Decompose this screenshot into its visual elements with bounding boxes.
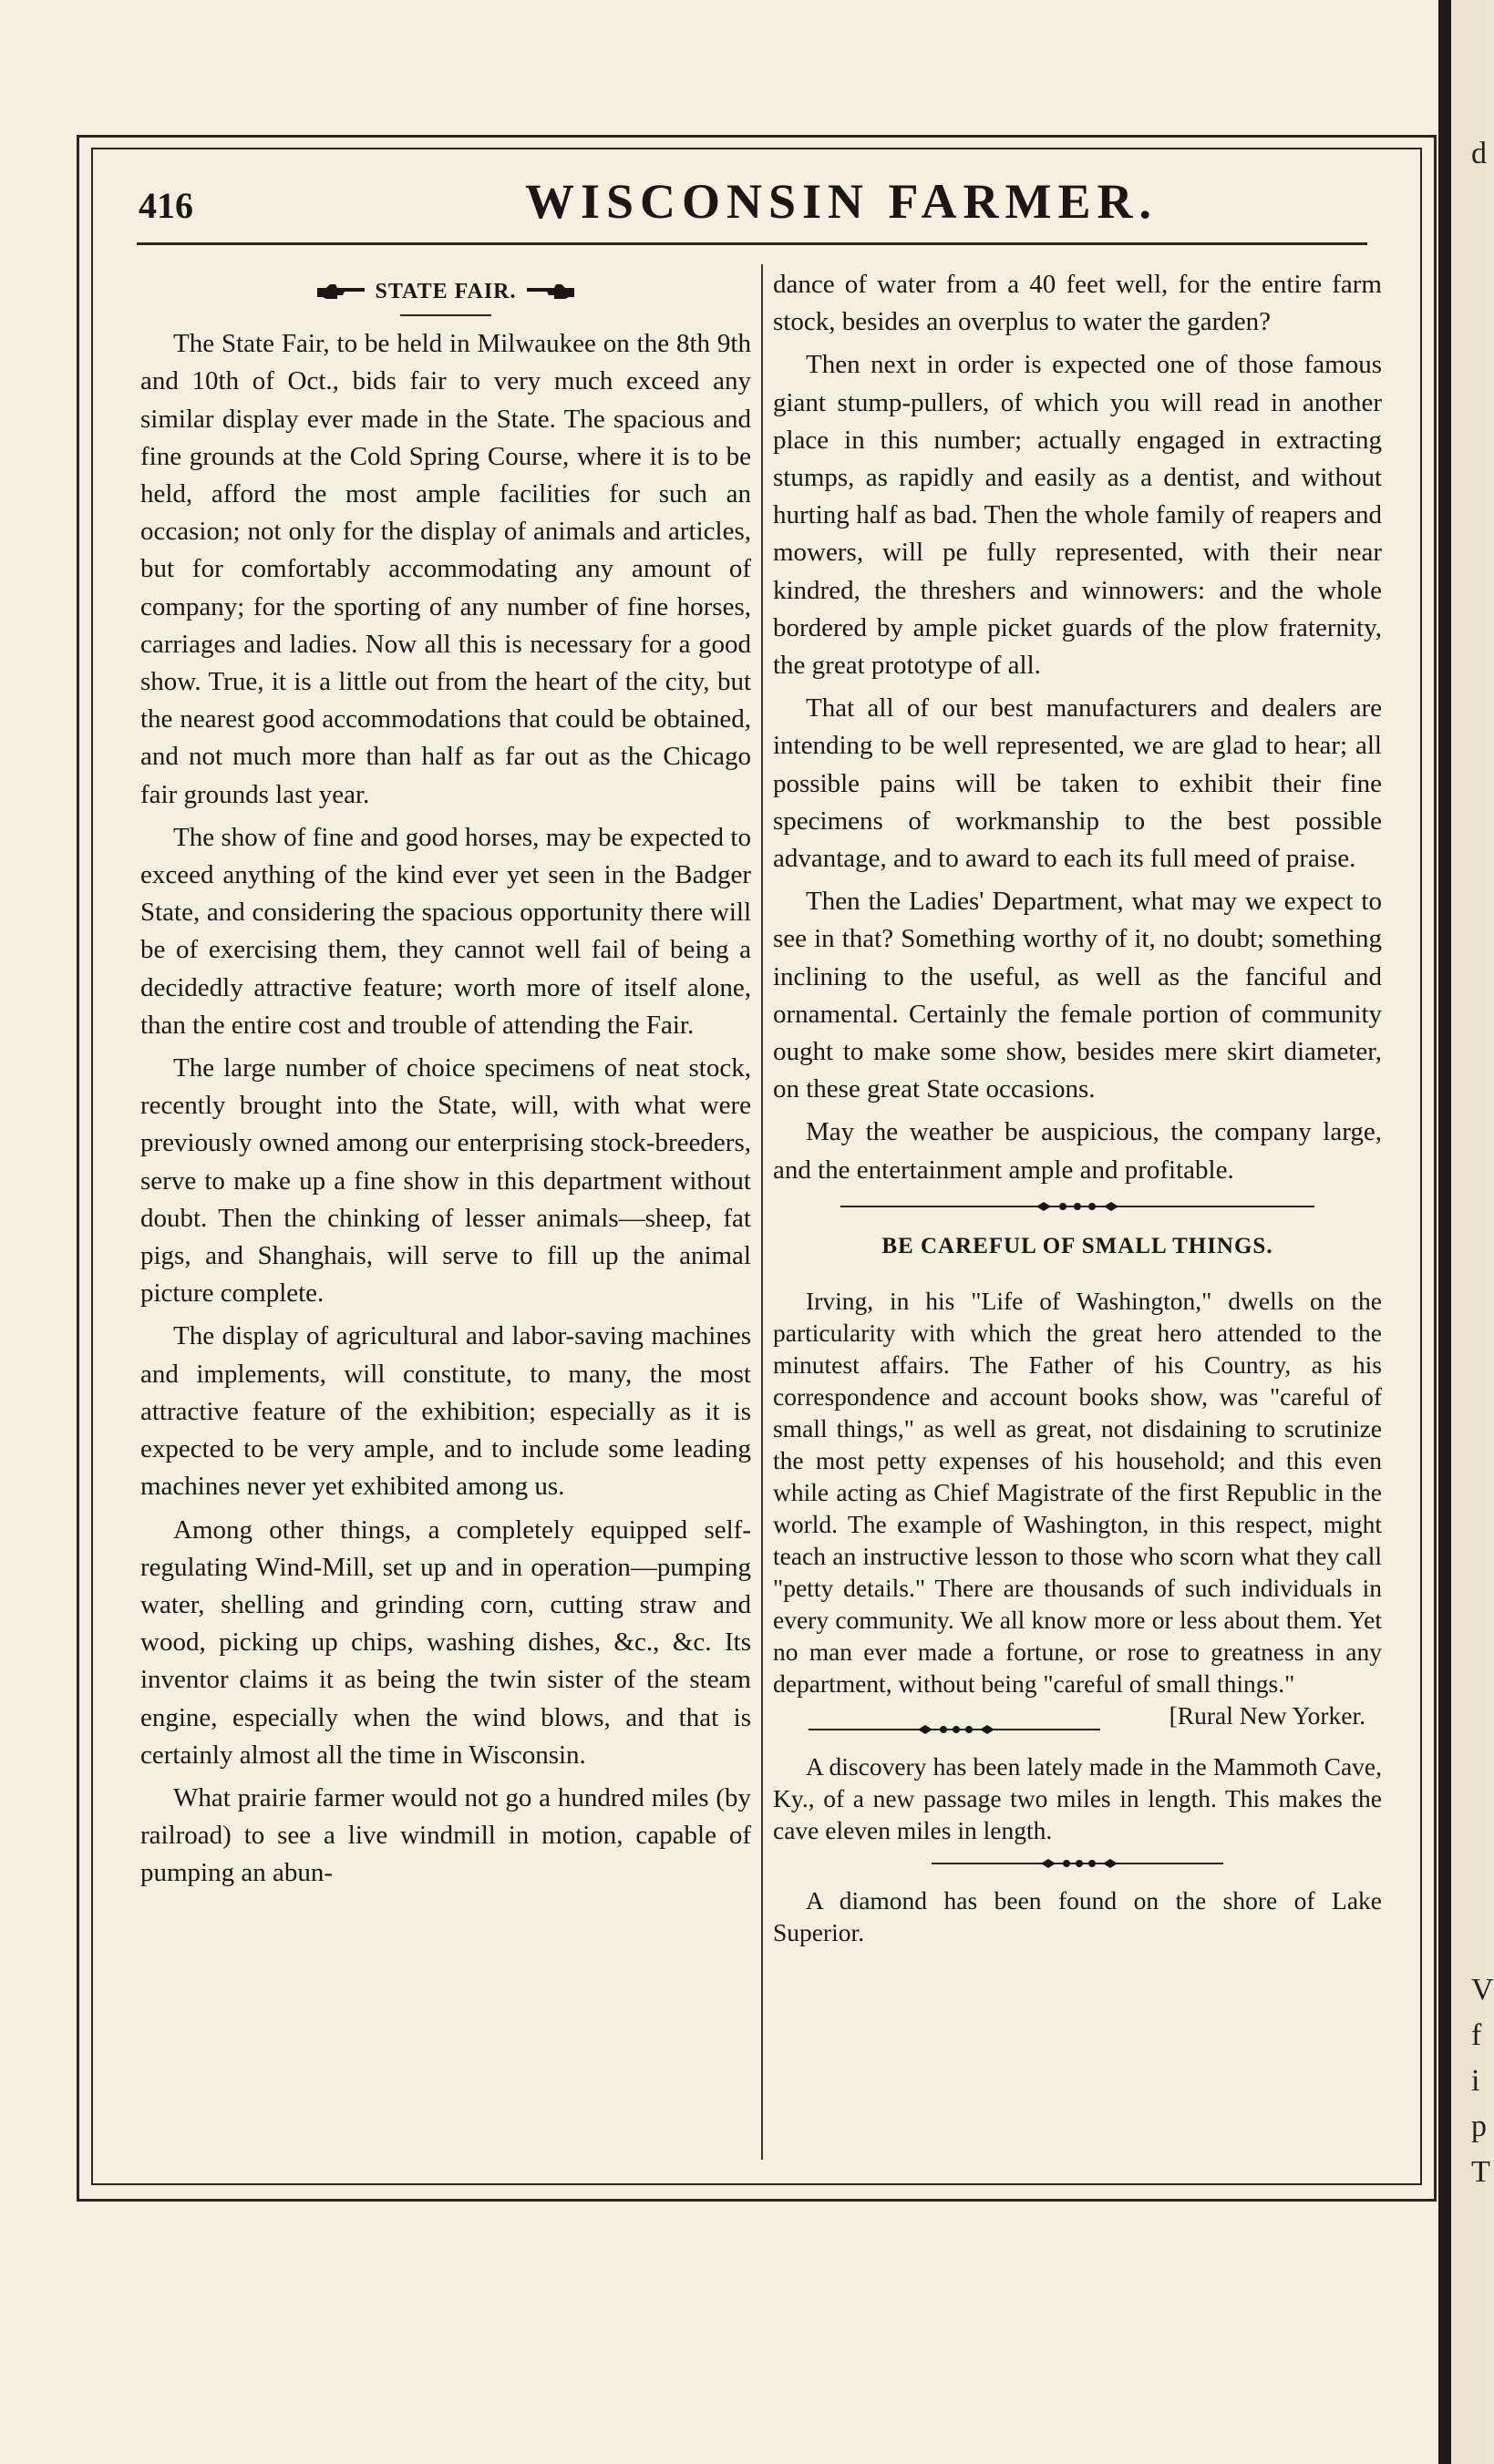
article-paragraph: dance of water from a 40 feet well, for the entire farm stock, besides an overplus to water the garden?: [773, 270, 1382, 337]
section-separator-ornament: [840, 1200, 1314, 1213]
edge-text-fragment: T: [1471, 2155, 1490, 2189]
article-paragraph: The large number of choice specimens of neat stock, recently brought into the State, will, with what were previously owned among our enterprising stock-breeders, serve to make up a fine show in this department without doubt. Then the chinking of lesser animals—sheep, fat pigs, and Shanghais, will serve to fill up the animal picture complete.: [140, 1053, 751, 1309]
edge-text-fragment: d: [1471, 137, 1487, 170]
running-head: [135, 173, 1375, 241]
article-paragraph: What prairie farmer would not go a hundred miles (by railroad) to see a live windmill in motion, capable of pumping an abun-: [140, 1782, 751, 1888]
left-column: [140, 266, 751, 1898]
article-paragraph: The show of fine and good horses, may be expected to exceed anything of the kind ever yet seen in the Badger State, and considering the spacious opportunity there will be of exercising them, they cannot well fail of being a decidedly attractive feature; worth more of itself alone, than the entire cost and trouble of attending the Fair.: [140, 822, 751, 1040]
state-fair-heading: [140, 273, 751, 316]
article-paragraph: That all of our best manufacturers and dealers are intending to be well represented, we are glad to hear; all possible pains will be taken to exhibit their fine specimens of workmanship to the best possible advantage, and to award to each its full meed of praise.: [773, 693, 1382, 874]
article-paragraph: The State Fair, to be held in Milwaukee on the 8th 9th and 10th of Oct., bids fair to very much exceed any similar display ever made in the State. The spacious and fine grounds at the Cold Spring Course, where it is to be held, afford the most ample facilities for such an occasion; not only for the display of animals and articles, but for comfortably accommodating any amount of company; for the sporting of any number of fine horses, carriages and ladies. Now all this is necessary for a good show. True, it is a little out from the heart of the city, but the nearest good accommodations that could be obtained, and not much more than half as far out as the Chicago fair grounds last year.: [140, 329, 751, 809]
section-separator-ornament: [932, 1857, 1223, 1870]
heading-underline: [400, 314, 491, 316]
article-paragraph: [773, 1285, 1382, 1730]
adjacent-page-edge: [1451, 0, 1494, 2464]
binding-gutter: [1438, 0, 1451, 2464]
edge-text-fragment: V: [1471, 1973, 1494, 2007]
mammoth-cave-item: [773, 1750, 1382, 1846]
article-text: Irving, in his "Life of Washington," dwells on the particularity with which the great hero attended to the minutest affairs. The Father of his Country, as his correspondence and account books show, was "careful of small things," as well as great, not disdaining to scrutinize the most petty expenses of his household; and this even while acting as Chief Magistrate of the first Republic in the world. The example of Washington, in this respect, might teach an instructive lesson to those who scorn what they call "petty details." There are thousands of such individuals in every community. We all know more or less about them. Yet no man ever made a fortune, or rose to greatness in any department, without being "careful of small things.": [773, 1287, 1382, 1699]
article-paragraph: May the weather be auspicious, the company large, and the entertainment ample and profitable.: [773, 1117, 1382, 1185]
article-paragraph: Then the Ladies' Department, what may we expect to see in that? Something worthy of it, no doubt; something inclining to the useful, as well as the fanciful and ornamental. Certainly the female portion of community ought to make some show, besides mere skirt diameter, on these great State occasions.: [773, 887, 1382, 1104]
article-paragraph: The display of agricultural and labor-saving machines and implements, will constitute, to many, the most attractive feature of the exhibition; especially as it is expected to be very ample, and to include some leading machines never yet exhibited among us.: [140, 1321, 751, 1502]
edge-text-fragment: i: [1471, 2064, 1480, 2098]
page-number: 416: [139, 185, 193, 226]
article-paragraph: A diamond has been found on the shore of Lake Superior.: [773, 1886, 1382, 1947]
edge-text-fragment: f: [1471, 2018, 1482, 2052]
pointing-hand-left-icon: [523, 282, 576, 303]
section-separator-ornament: [809, 1723, 1100, 1736]
edge-text-fragment: p: [1471, 2110, 1487, 2143]
column-divider: [761, 264, 763, 2160]
diamond-item: [773, 1884, 1382, 1948]
header-rule: [137, 242, 1367, 245]
state-fair-heading-text: STATE FAIR.: [375, 280, 517, 303]
pointing-hand-right-icon: [315, 282, 368, 303]
source-attribution: [Rural New Yorker.: [1169, 1701, 1365, 1730]
careful-small-things-heading: BE CAREFUL OF SMALL THINGS.: [881, 1233, 1273, 1258]
article-paragraph: A discovery has been lately made in the Mammoth Cave, Ky., of a new passage two miles in length. This makes the cave eleven miles in length.: [773, 1752, 1382, 1845]
right-column: [773, 266, 1382, 1952]
article-paragraph: Among other things, a completely equipped self-regulating Wind-Mill, set up and in operation—pumping water, shelling and grinding corn, cutting straw and wood, picking up chips, washing dishes, &c., &c. Its inventor claims it as being the twin sister of the steam engine, especially when the wind blows, and that is certainly almost all the time in Wisconsin.: [140, 1514, 751, 1770]
article-paragraph: Then next in order is expected one of those famous giant stump-pullers, of which you will read in another place in this number; actually engaged in extracting stumps, as rapidly and easily as a dentist, and without hurting half as bad. Then the whole family of reapers and mowers, will pe fully represented, with their near kindred, the threshers and winnowers: and the whole bordered by ample picket guards of the plow fraternity, the great prototype of all.: [773, 350, 1382, 681]
masthead: WISCONSIN FARMER.: [524, 174, 1159, 229]
careful-small-things-article: [773, 1285, 1382, 1730]
